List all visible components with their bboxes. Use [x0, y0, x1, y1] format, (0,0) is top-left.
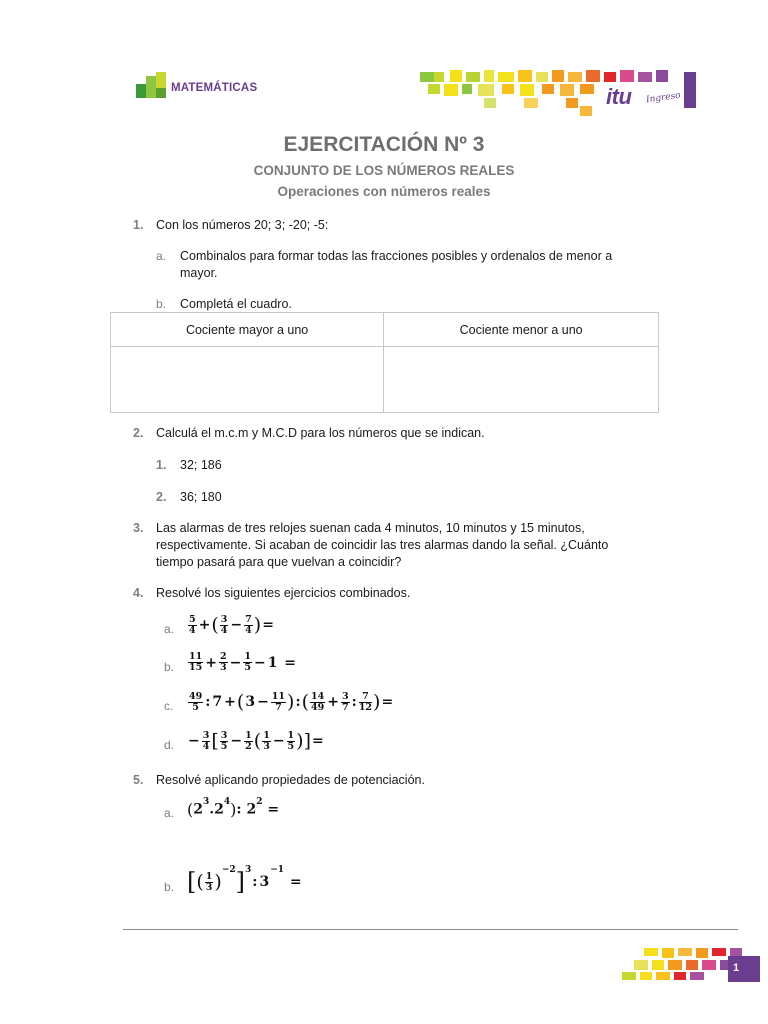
- q4-a-expression: $\frac{5}{4}$ +( $\frac{3}{4}$ − $\frac{7}{4}$ )=: [189, 613, 274, 636]
- q3-line2: respectivamente. Si acaban de coincidir las tres alarmas dando la señal. ¿Cuánto: [156, 538, 609, 552]
- brand-itu: itu: [606, 84, 632, 109]
- quotient-table: [110, 312, 659, 413]
- table-cell-greater[interactable]: [111, 347, 384, 413]
- page-number: 1: [733, 962, 740, 974]
- q4-b-expression: $\frac{11}{15}$ + $\frac{2}{3}$ − $\frac{1}{5}$ − 1 =: [189, 651, 297, 673]
- brand-ingreso: Ingreso: [645, 90, 682, 106]
- q1-a-line1: Combinalos para formar todas las fracciones posibles y ordenalos de menor a: [180, 249, 613, 263]
- table-cell-less[interactable]: [384, 347, 659, 413]
- q2-number: 2.: [133, 426, 144, 440]
- q2-text: Calculá el m.c.m y M.C.D para los números que se indican.: [156, 426, 485, 440]
- footer-mosaic: [622, 948, 760, 982]
- q1-text: Con los números 20; 3; -20; -5:: [156, 218, 329, 232]
- q5-number: 5.: [133, 773, 144, 787]
- q5-text: Resolvé aplicando propiedades de potenciación.: [156, 773, 425, 787]
- page-subtitle: CONJUNTO DE LOS NÚMEROS REALES: [253, 163, 515, 178]
- q4-b-label: b.: [164, 660, 175, 674]
- matematicas-logo-icon: [136, 72, 166, 98]
- table-header-less: Cociente menor a uno: [384, 313, 659, 347]
- table-header-greater: Cociente mayor a uno: [111, 313, 384, 347]
- q4-c-expression: $\frac{49}{5}$ : 7 +(3 − $\frac{11}{7}$ ):( $\frac{14}{49}$ + $\frac{3}{7}$ : $\frac{7}{12}$ )=: [189, 690, 394, 713]
- footer-divider: [123, 929, 738, 930]
- q5-a-expression: $(2^3.2^4)$: $2^2$ =: [187, 797, 280, 819]
- q2-item1-label: 1.: [156, 458, 167, 472]
- q1-b-label: b.: [156, 297, 167, 311]
- q5-b-expression: [( $\frac{1}{3}$ )$^{-2}$]$^3$: $3^{-1}$ =: [187, 865, 302, 896]
- q1-number: 1.: [133, 218, 144, 232]
- page-subtitle-2: Operaciones con números reales: [277, 184, 491, 199]
- q4-d-label: d.: [164, 738, 175, 752]
- q3-number: 3.: [133, 521, 144, 535]
- logo-text: MATEMÁTICAS: [171, 82, 258, 94]
- q4-c-label: c.: [164, 699, 174, 713]
- q4-number: 4.: [133, 586, 144, 600]
- q5-b-label: b.: [164, 880, 175, 894]
- q2-item2-label: 2.: [156, 490, 167, 504]
- q1-b-text: Completá el cuadro.: [180, 297, 292, 311]
- page-title: EJERCITACIÓN Nº 3: [283, 133, 485, 156]
- q3-line1: Las alarmas de tres relojes suenan cada 4 minutos, 10 minutos y 15 minutos,: [156, 521, 585, 535]
- q3-line3: tiempo pasará para que vuelvan a coincidir?: [156, 555, 402, 569]
- q1-a-label: a.: [156, 249, 167, 263]
- q2-item2-text: 36; 180: [180, 490, 222, 504]
- brand-bar: [684, 72, 696, 108]
- q5-a-label: a.: [164, 806, 175, 820]
- q4-d-expression: − $\frac{3}{4}$ [ $\frac{3}{5}$ − $\frac{1}{2}$ ( $\frac{1}{3}$ − $\frac{1}{5}$ )]=: [188, 729, 324, 752]
- q1-a-line2: mayor.: [180, 266, 218, 280]
- q2-item1-text: 32; 186: [180, 458, 222, 472]
- q4-text: Resolvé los siguientes ejercicios combinados.: [156, 586, 411, 600]
- q4-a-label: a.: [164, 622, 175, 636]
